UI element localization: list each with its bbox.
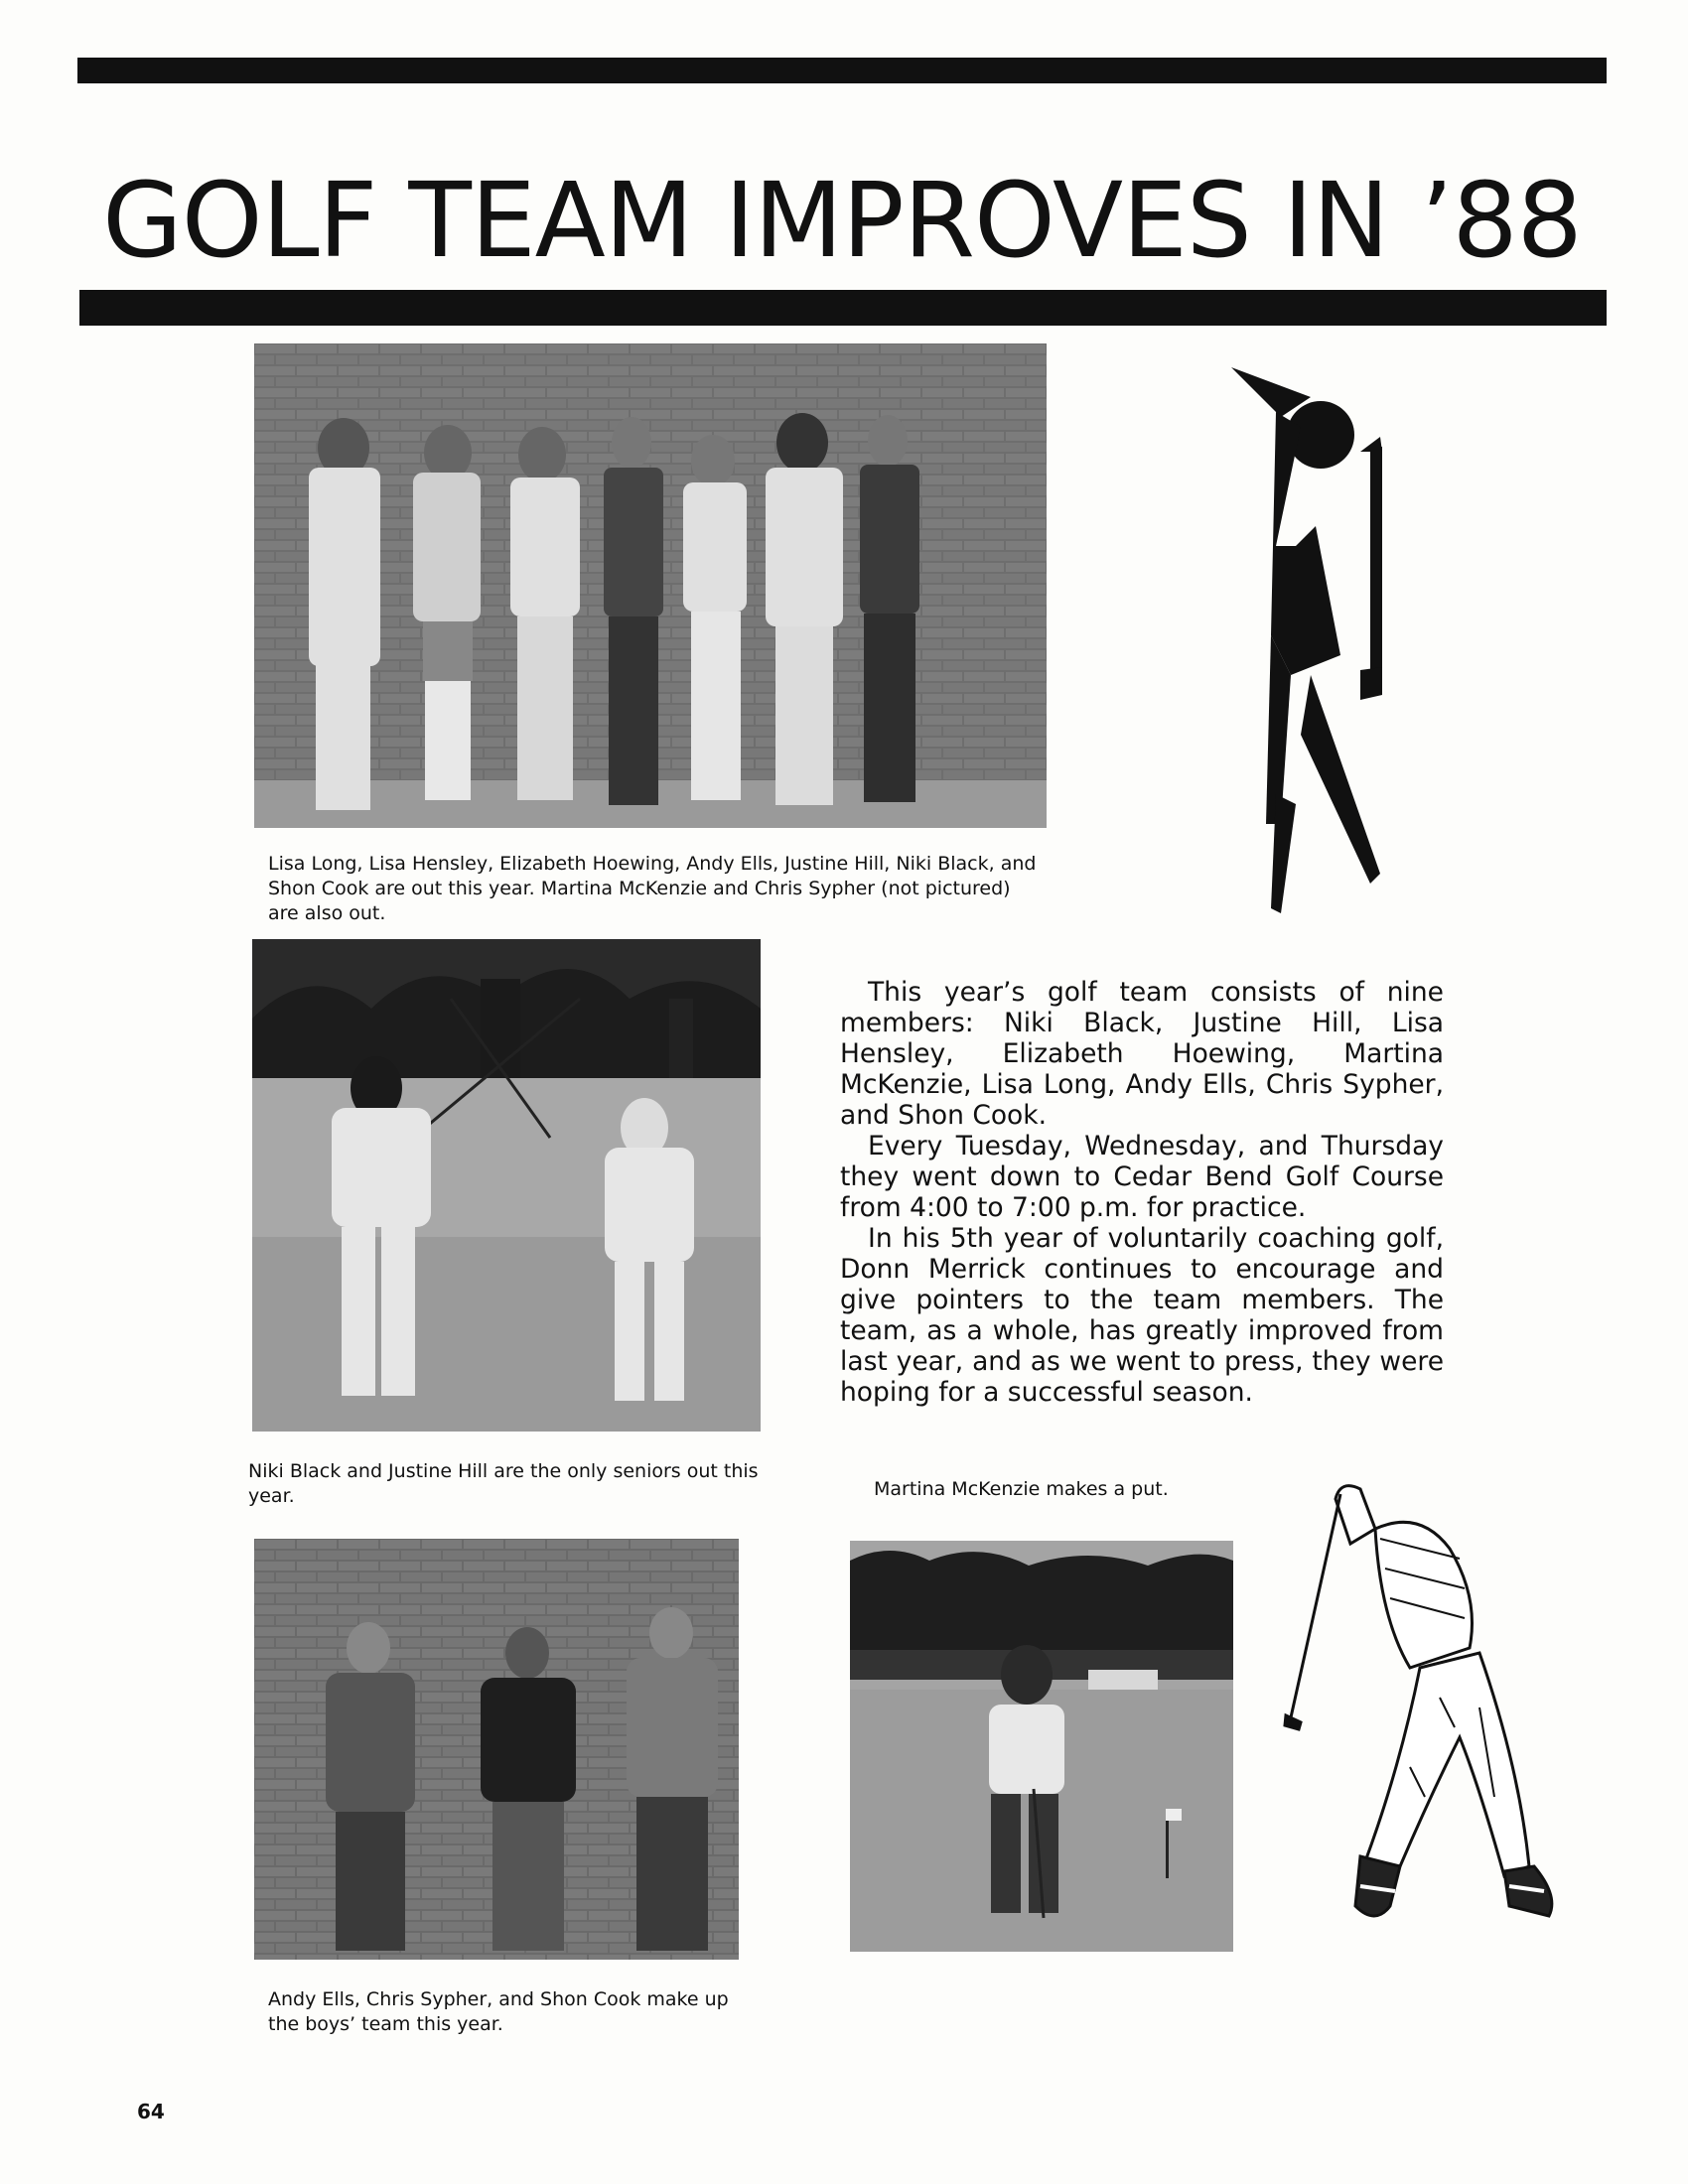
article-paragraph: This year’s golf team consists of nine members: Niki Black, Justine Hill, Lisa Hensley, Elizabeth Hoewing, Martina McKenzie, Lisa Long, Andy Ells, Chris Sypher, and Shon Cook. bbox=[840, 977, 1444, 1131]
article-paragraph: In his 5th year of voluntarily coaching golf, Donn Merrick continues to encourage and give pointers to the team members. The team, as a whole, has greatly improved from last year, and as we went to press, they were hoping for a successful season. bbox=[840, 1223, 1444, 1408]
boys-photo bbox=[254, 1539, 739, 1960]
golfer-silhouette-icon bbox=[1221, 357, 1400, 913]
seniors-photo bbox=[252, 939, 761, 1432]
putt-photo-caption: Martina McKenzie makes a put. bbox=[874, 1478, 1169, 1500]
page-number: 64 bbox=[137, 2100, 165, 2123]
seniors-photo-caption: Niki Black and Justine Hill are the only seniors out this year. bbox=[248, 1460, 759, 1507]
article-paragraph: Every Tuesday, Wednesday, and Thursday they went down to Cedar Bend Golf Course from 4:00 to 7:00 p.m. for practice. bbox=[840, 1131, 1444, 1223]
article-body bbox=[840, 977, 1444, 1408]
putt-photo bbox=[850, 1541, 1233, 1952]
title-underline-rule bbox=[79, 290, 1607, 326]
team-photo-caption: Lisa Long, Lisa Hensley, Elizabeth Hoewing, Andy Ells, Justine Hill, Niki Black, and Shon Cook are out this year. Martina McKenzie and Chris Sypher (not pictured) are also out. bbox=[268, 853, 1037, 924]
team-photo bbox=[254, 343, 1047, 828]
boys-photo-caption: Andy Ells, Chris Sypher, and Shon Cook make up the boys’ team this year. bbox=[268, 1988, 729, 2035]
page-title: GOLF TEAM IMPROVES IN ’88 bbox=[102, 160, 1582, 281]
golfer-sketch-icon bbox=[1281, 1469, 1559, 1995]
top-rule bbox=[77, 58, 1607, 83]
